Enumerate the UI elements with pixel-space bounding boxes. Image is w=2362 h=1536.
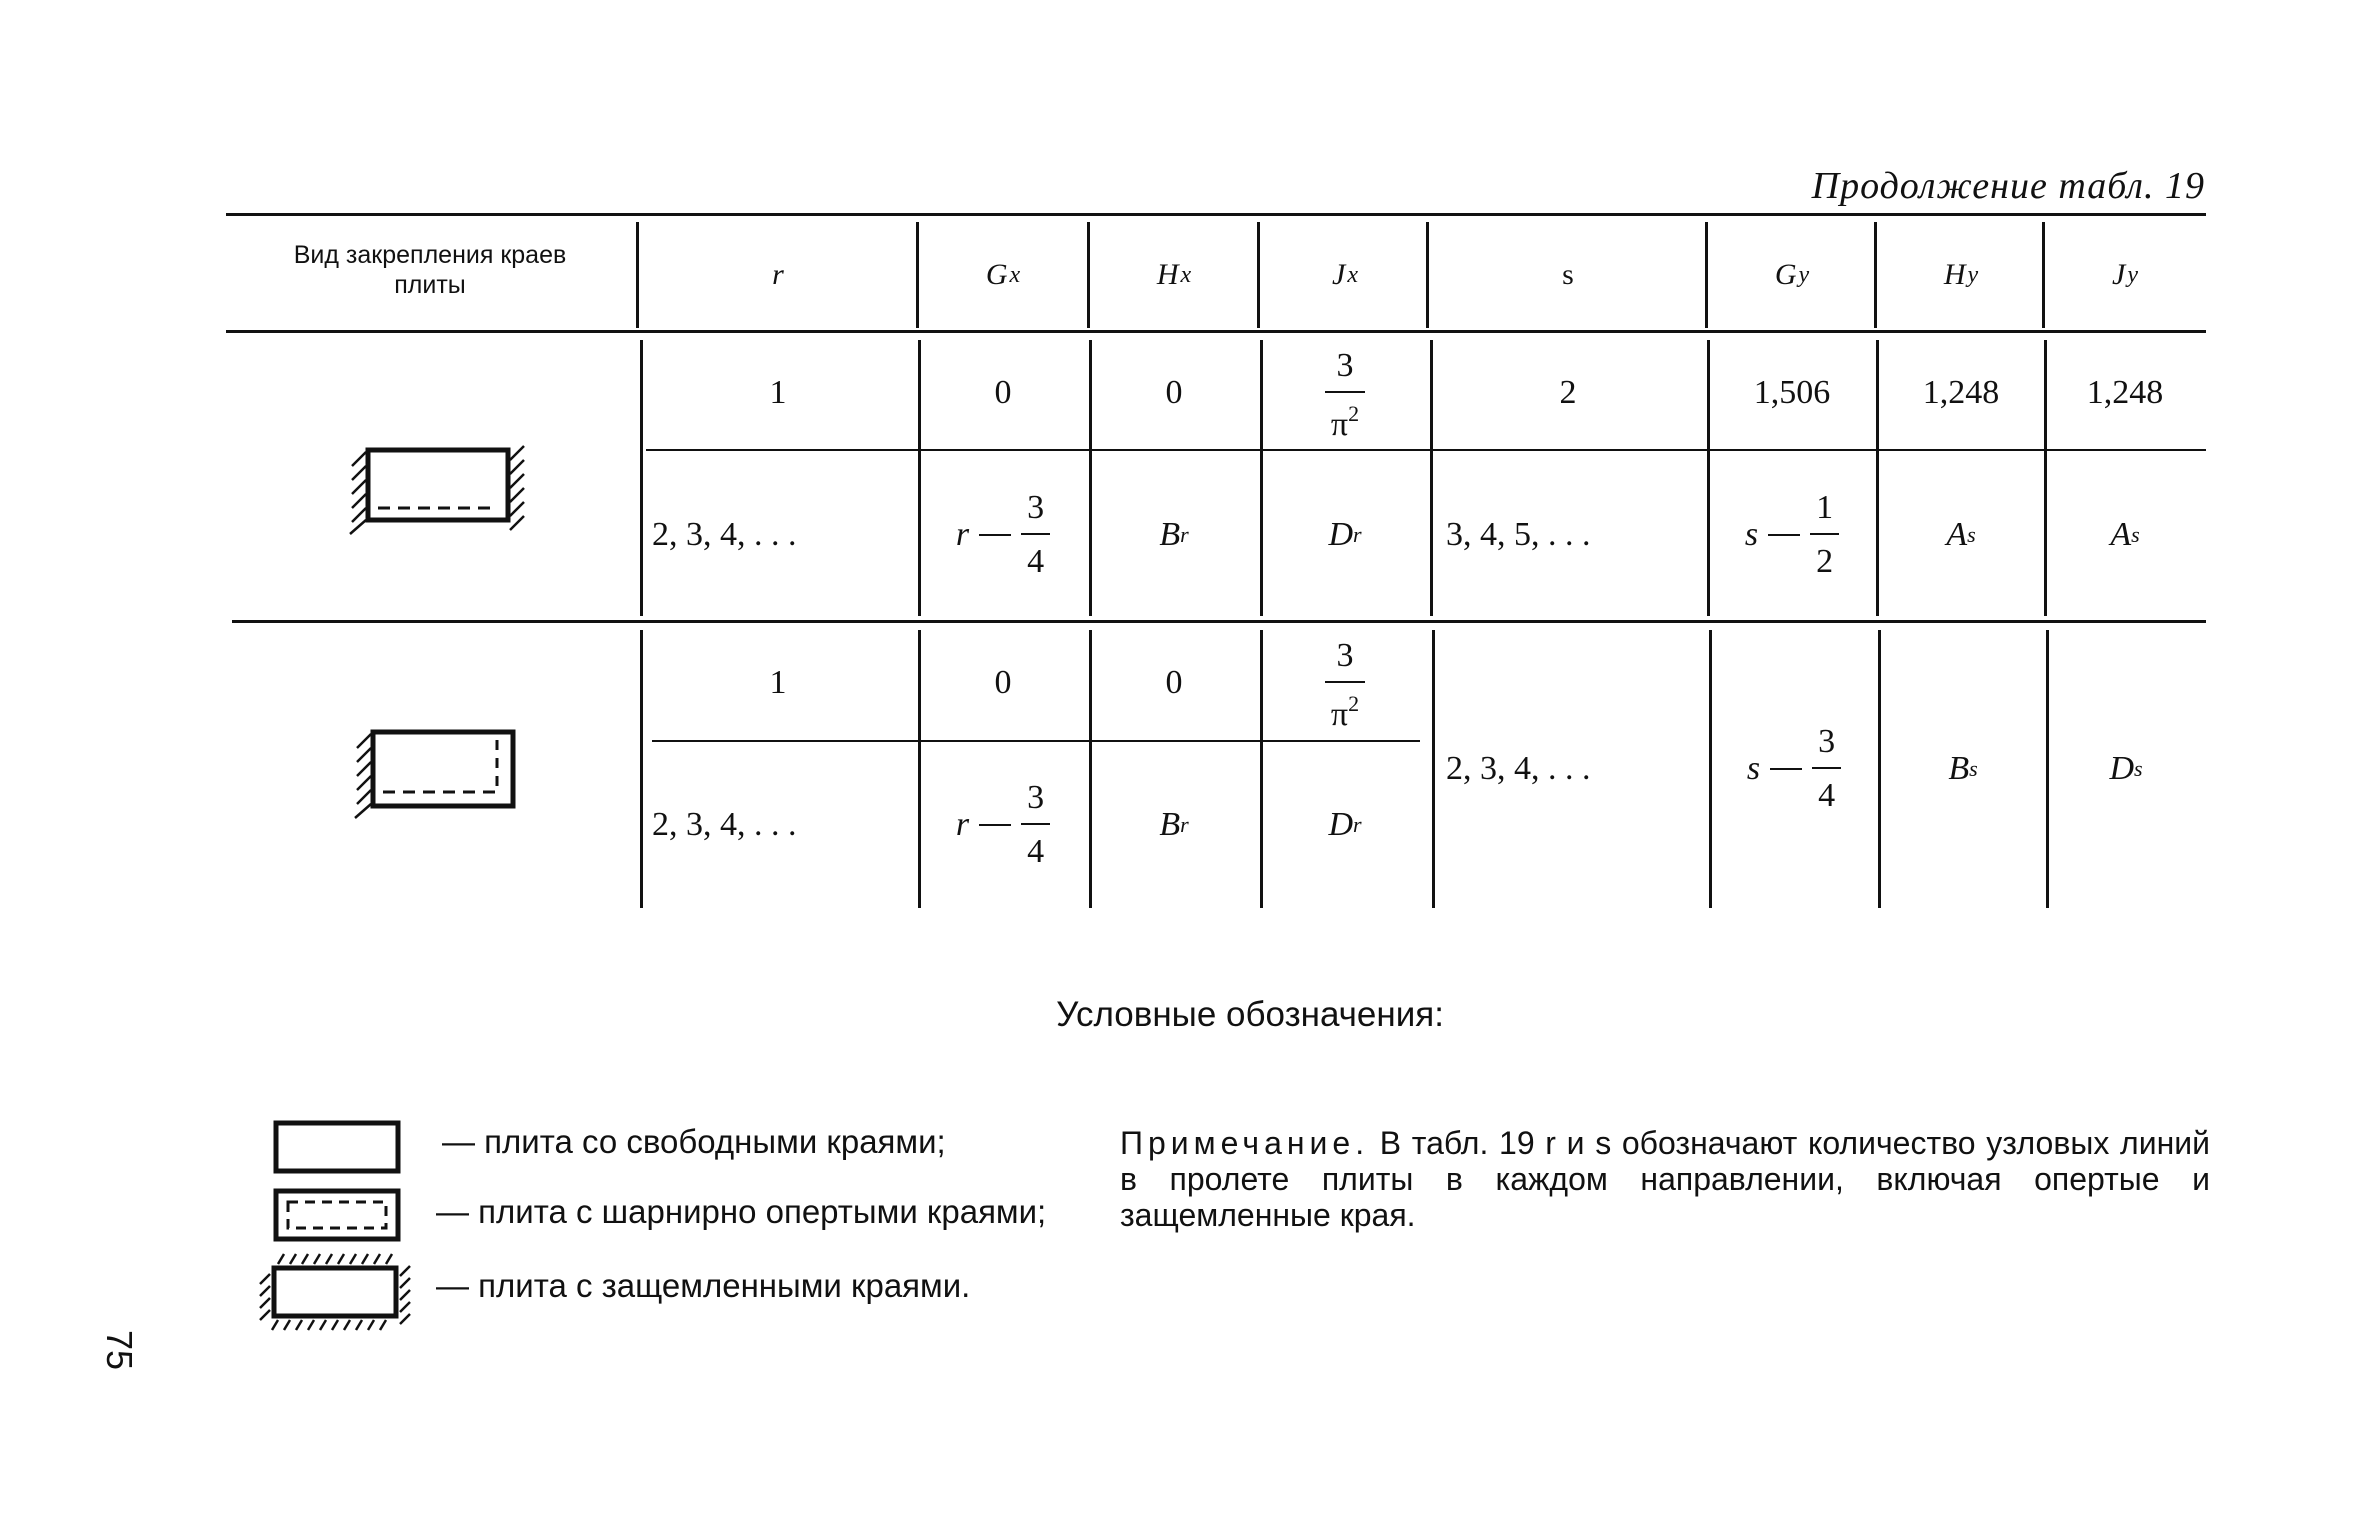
section-divider — [232, 620, 2206, 623]
s1r1-hy: 1,248 — [1922, 373, 2000, 411]
s2r1-gx: 0 — [994, 663, 1012, 701]
s2r2-jx: D r — [1328, 806, 1362, 843]
s2-s: 2, 3, 4, . . . — [1446, 750, 1591, 787]
hinged-edges-plate-icon — [270, 1186, 405, 1246]
header-s: s — [1562, 258, 1574, 291]
s1r1-jy: 1,248 — [2086, 373, 2164, 411]
s2-jy: D s — [2109, 750, 2143, 787]
s1r1-gx: 0 — [994, 373, 1012, 411]
table-caption: Продолжение табл. 19 — [1811, 165, 2205, 207]
header-hy: H y — [1943, 258, 1979, 291]
s1r1-hx: 0 — [1165, 373, 1183, 411]
s2r2-hx: B r — [1159, 806, 1189, 843]
hinged-clamped-sides-plate-icon — [338, 438, 538, 538]
note-paragraph — [1120, 1125, 2210, 1233]
s2r1-r: 1 — [769, 663, 787, 701]
header-edge-fixing-type: Вид закрепления краев плиты — [293, 241, 567, 299]
s1r1-jx: $\frac{3}{\pi^2}$ — [1260, 340, 1430, 450]
s2-hy: B s — [1948, 750, 1978, 787]
s1r2-hx: B r — [1159, 516, 1189, 553]
table-top-rule — [226, 213, 2206, 216]
header-bottom-rule — [226, 330, 2206, 333]
note-text: В табл. 19 r и s обозначают количество узловых линий в пролете плиты в каждом направлении, включая опертые и защемленные края. — [1120, 1125, 2210, 1233]
s1r2-hy: A s — [1946, 516, 1976, 553]
header-jy: J y — [2112, 258, 2138, 291]
clamped-edges-plate-icon — [258, 1252, 418, 1332]
hinged-clamped-left-plate-icon — [345, 722, 525, 822]
s1r2-s: 3, 4, 5, . . . — [1446, 516, 1591, 553]
s2r1-hx: 0 — [1165, 663, 1183, 701]
header-gx: G x — [985, 258, 1021, 291]
s1r2-r: 2, 3, 4, . . . — [652, 516, 797, 553]
s1r2-gx: r $\frac{3}{4}$ — [918, 455, 1088, 615]
legend-item-hinged: — плита с шарнирно опертыми краями; — [436, 1193, 1047, 1230]
header-gy: G y — [1774, 258, 1810, 291]
s1r2-jx: D r — [1328, 516, 1362, 553]
s2r2-gx: r $\frac{3}{4}$ — [918, 745, 1088, 905]
s1r1-r: 1 — [769, 373, 787, 411]
s2r1-jx: $\frac{3}{\pi^2}$ — [1260, 630, 1430, 740]
free-edges-plate-icon — [270, 1118, 405, 1178]
header-jx: J x — [1332, 258, 1358, 291]
header-r: r — [772, 258, 784, 291]
s1r2-gy: s $\frac{1}{2}$ — [1707, 455, 1877, 615]
s2r2-r: 2, 3, 4, . . . — [652, 806, 797, 843]
legend-item-clamped: — плита с защемленными краями. — [436, 1267, 971, 1304]
section2-row-divider — [652, 740, 1420, 742]
note-label: Примечание. — [1120, 1125, 1370, 1161]
header-hx: H x — [1156, 258, 1192, 291]
legend-item-free: — плита со свободными краями; — [442, 1123, 946, 1160]
legend-title: Условные обозначения: — [1056, 995, 1444, 1034]
s1r1-gy: 1,506 — [1753, 373, 1831, 411]
s1r1-s: 2 — [1559, 373, 1577, 411]
s2-gy: s $\frac{3}{4}$ — [1709, 630, 1879, 908]
page-number: 75 — [99, 1330, 140, 1371]
s1r2-jy: A s — [2110, 516, 2140, 553]
